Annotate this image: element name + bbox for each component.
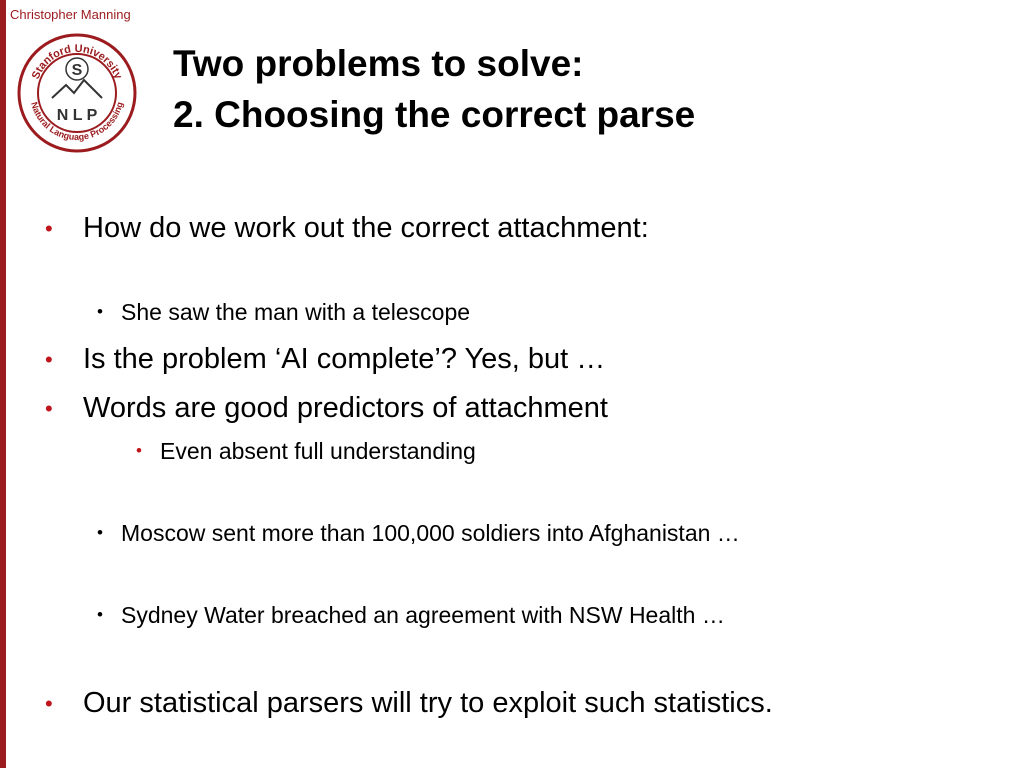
author-name: Christopher Manning (10, 7, 131, 22)
left-accent-bar (0, 0, 6, 768)
bullet-moscow-example (97, 520, 740, 547)
title-line-2: 2. Choosing the correct parse (173, 94, 696, 135)
bullet-ai-complete (45, 343, 606, 376)
bullet-text: How do we work out the correct attachment: (83, 212, 649, 244)
bullet-correct-attachment (45, 212, 649, 245)
bullet-dot: • (97, 605, 103, 624)
bullet-dot: • (45, 216, 53, 241)
logo-center-letter: S (71, 62, 83, 79)
logo-ring-bottom-text: Natural Language Processing (29, 100, 125, 143)
bullet-sydney-example (97, 602, 725, 629)
logo-ring-top-text: Stanford University (29, 42, 125, 81)
bullet-text: Even absent full understanding (160, 438, 476, 464)
bullet-absent-understanding (136, 438, 476, 465)
bullet-dot: • (45, 691, 53, 716)
bullet-dot: • (97, 302, 103, 321)
slide-title (173, 38, 695, 140)
bullet-text: Our statistical parsers will try to exploit such statistics. (83, 687, 773, 719)
bullet-words-predictors (45, 392, 608, 425)
bullet-text: Moscow sent more than 100,000 soldiers into Afghanistan … (121, 520, 740, 546)
bullet-text: Sydney Water breached an agreement with NSW Health … (121, 602, 725, 628)
bullet-dot: • (136, 441, 142, 460)
bullet-dot: • (45, 347, 53, 372)
stanford-nlp-logo (16, 32, 138, 154)
logo-nlp-letters: N L P (56, 107, 98, 124)
bullet-text: She saw the man with a telescope (121, 299, 471, 325)
bullet-text: Is the problem ‘AI complete’? Yes, but … (83, 343, 606, 375)
title-line-1: Two problems to solve: (173, 43, 584, 84)
bullet-statistical-parsers (45, 687, 773, 720)
bullet-text: Words are good predictors of attachment (83, 392, 608, 424)
bullet-dot: • (97, 523, 103, 542)
bullet-telescope-example (97, 299, 471, 326)
bullet-dot: • (45, 396, 53, 421)
